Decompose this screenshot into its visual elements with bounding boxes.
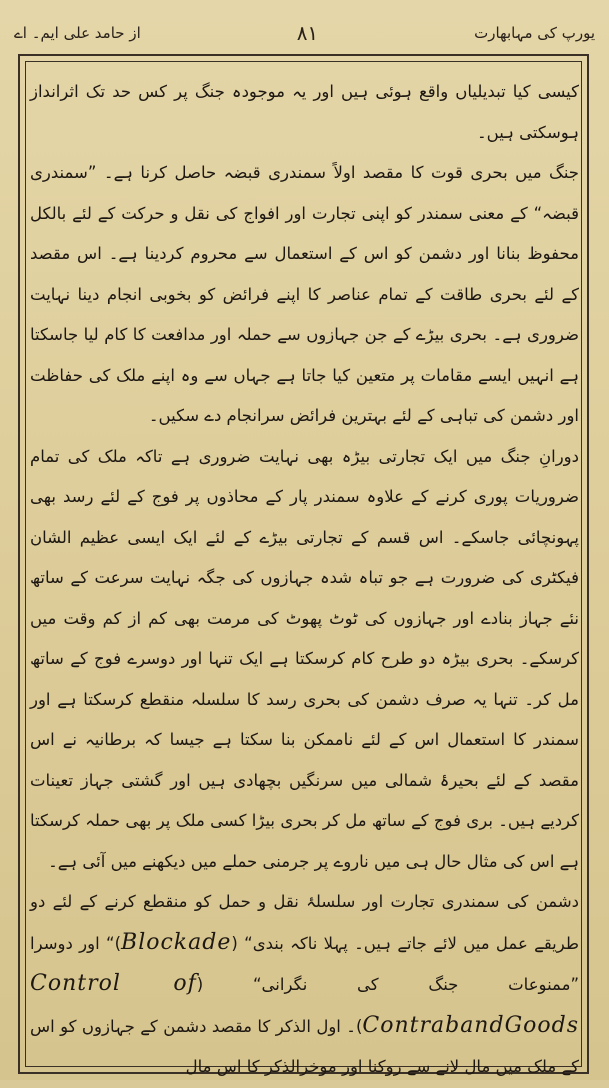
page-body [30, 72, 579, 1088]
paragraph-4-text-end: )۔ اول الذکر کا مقصد دشمن کے جہازوں کو اس کے ملک میں مال لانے سے روکنا اور موخرالذکر کا اس مال [30, 1016, 579, 1076]
paragraph-1: کیسی کیا تبدیلیاں واقع ہوئی ہیں اور یہ موجودہ جنگ پر کس حد تک اثرانداز ہوسکتی ہیں۔ [30, 82, 579, 142]
author-name: از حامد علی ایم۔ اے [14, 24, 141, 42]
paragraph-4-text-mid: )“ اور دوسرا ”ممنوعات جنگ کی نگرانی“ ( [30, 933, 579, 994]
latin-term-blockade: Blockade [121, 929, 232, 955]
paragraph-4 [30, 882, 579, 1088]
paragraph-4-text-start: دشمن کی سمندری تجارت اور سلسلۂ نقل و حمل کو منقطع کرنے کے لئے دو طریقے عمل میں لائے جاتے ہیں۔ پہلا ناکہ بندی“ ( [30, 892, 579, 953]
book-title: یورپ کی مہابھارت [474, 24, 595, 42]
page-header [14, 14, 595, 52]
page-number: ۸۱ [296, 21, 319, 45]
paragraph-2: جنگ میں بحری قوت کا مقصد اولاً سمندری قبضہ حاصل کرنا ہے۔ ”سمندری قبضہ“ کے معنی سمندر کو اپنی تجارت اور افواج کی نقل و حرکت کے لئے بالکل محفوظ بنانا اور دشمن کو اس کے استعمال سے محروم کردینا ہے۔ اس مقصد کے لئے بحری طاقت کے تمام عناصر کا اپنے فرائض کو بخوبی انجام دینا نہایت ضروری ہے۔ بحری بیڑے کے جن جہازوں سے حملہ اور مدافعت کا کام لیا جاسکتا ہے انہیں ایسے مقامات پر متعین کیا جاتا ہے جہاں سے وہ اپنے ملک کی حفاظت اور دشمن کی تباہی کے لئے بہترین فرائض سرانجام دے سکیں۔ [30, 163, 579, 425]
paragraph-3: دورانِ جنگ میں ایک تجارتی بیڑہ بھی نہایت ضروری ہے تاکہ ملک کی تمام ضروریات پوری کرنے کے علاوہ سمندر پار کے محاذوں پر فوج کے لئے رسد بھی پہونچائی جاسکے۔ اس قسم کے تجارتی بیڑے کے لئے ایک ایسی عظیم الشان فیکٹری کی ضرورت ہے جو تباہ شدہ جہازوں کی جگہ نہایت سرعت کے ساتھ نئے جہاز بنادے اور جہازوں کی ٹوٹ پھوٹ کی مرمت بھی کم از کم وقت میں کرسکے۔ بحری بیڑہ دو طرح کام کرسکتا ہے ایک تنہا اور دوسرے فوج کے ساتھ مل کر۔ تنہا یہ صرف دشمن کی بحری رسد کا سلسلہ منقطع کرسکتا ہے اور سمندر کا استعمال اس کے لئے ناممکن بنا سکتا ہے جیسا کہ برطانیہ نے اس مقصد کے لئے بحیرۂ شمالی میں سرنگیں بچھادی ہیں اور گشتی جہاز تعینات کردیے ہیں۔ بری فوج کے ساتھ مل کر بحری بیڑا کسی ملک پر بھی حملہ کرسکتا ہے اس کی مثال حال ہی میں ناروے پر جرمنی حملے میں دیکھنے میں آئی ہے۔ [30, 446, 579, 871]
latin-term-contraband: Control of ContrabandGoods [30, 971, 579, 1038]
